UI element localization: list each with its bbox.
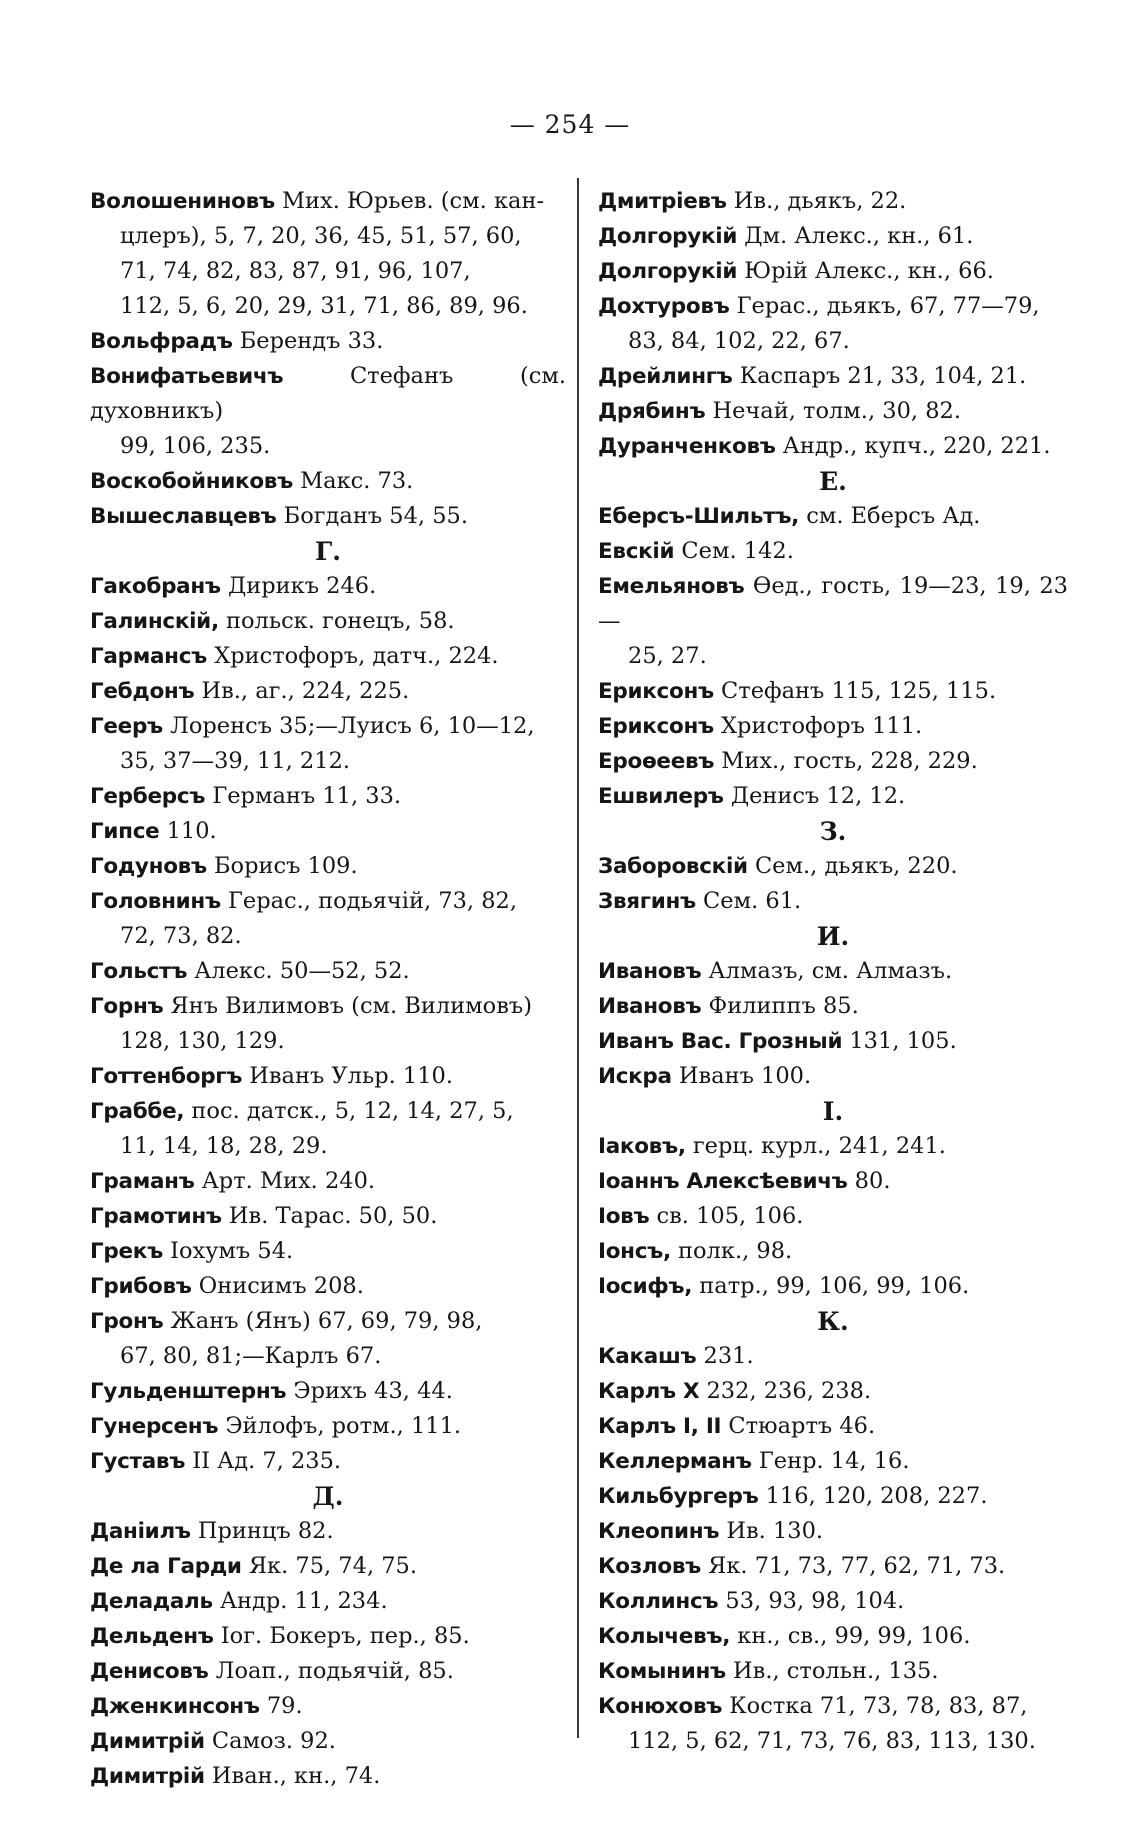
index-entry	[90, 954, 566, 989]
index-column-left	[90, 184, 566, 1794]
index-entry	[598, 1199, 1068, 1234]
section-letter: И.	[816, 922, 850, 951]
index-entry	[598, 849, 1068, 884]
entry-name: Дрейлингъ	[598, 364, 733, 389]
index-entry	[90, 184, 566, 324]
index-entry	[90, 1164, 566, 1199]
entry-text: Христофоръ 111.	[713, 713, 923, 739]
entry-text: Як. 71, 73, 77, 62, 71, 73.	[701, 1553, 1006, 1579]
index-entry	[90, 1269, 566, 1304]
entry-text: Сем., дьякъ, 220.	[747, 853, 958, 879]
entry-text: Сем. 61.	[695, 888, 802, 914]
entry-continuation: 99, 106, 235.	[120, 433, 271, 459]
index-entry	[598, 1514, 1068, 1549]
entry-name: Комынинъ	[598, 1659, 726, 1684]
index-entry	[598, 744, 1068, 779]
entry-name: Кильбургеръ	[598, 1484, 759, 1509]
section-letter: К.	[817, 1307, 849, 1336]
entry-text: Иванъ Ульр. 110.	[242, 1063, 454, 1089]
entry-text: Христофоръ, датч., 224.	[207, 643, 499, 669]
entry-name: Дельденъ	[90, 1624, 214, 1649]
index-entry	[598, 674, 1068, 709]
index-entry	[598, 1619, 1068, 1654]
entry-name: Гольстъ	[90, 959, 188, 984]
entry-name: Гунерсенъ	[90, 1414, 219, 1439]
entry-text: Дирикъ 246.	[220, 573, 377, 599]
index-entry	[90, 709, 566, 779]
entry-text: II Ад. 7, 235.	[185, 1448, 342, 1474]
entry-name: Емельяновъ	[598, 574, 745, 599]
index-entry	[598, 709, 1068, 744]
entry-text: Өед., гость, 19—23, 19, 23—	[598, 573, 1068, 634]
entry-text: 131, 105.	[842, 1028, 957, 1054]
index-entry	[90, 1549, 566, 1584]
index-entry	[598, 254, 1068, 289]
entry-name: Карлъ Х	[598, 1379, 700, 1404]
entry-continuation: 83, 84, 102, 22, 67.	[628, 328, 850, 354]
entry-name: Карлъ I, II	[598, 1414, 722, 1439]
index-entry	[598, 1689, 1068, 1759]
entry-continuation: 112, 5, 6, 20, 29, 31, 71, 86, 89, 96.	[120, 293, 528, 319]
entry-name: Іоаннъ Алексѣевичъ	[598, 1169, 848, 1194]
entry-name: Долгорукій	[598, 224, 738, 249]
index-entry	[90, 1374, 566, 1409]
entry-name: Гипсе	[90, 819, 160, 844]
entry-continuation: 71, 74, 82, 83, 87, 91, 96, 107,	[120, 258, 471, 284]
entry-text: Мих. Юрьев. (см. кан-	[274, 188, 545, 214]
entry-name: Густавъ	[90, 1449, 186, 1474]
index-entry	[90, 1199, 566, 1234]
entry-text: св. 105, 106.	[649, 1203, 804, 1229]
entry-name: Звягинъ	[598, 889, 696, 914]
index-entry	[90, 464, 566, 499]
entry-name: Ивановъ	[598, 959, 702, 984]
entry-name: Колычевъ,	[598, 1624, 731, 1649]
entry-name: Іовъ	[598, 1204, 650, 1229]
entry-text: герц. курл., 241, 241.	[685, 1133, 946, 1159]
entry-text: кн., св., 99, 99, 106.	[730, 1623, 971, 1649]
index-entry	[90, 359, 566, 464]
entry-name: Воскобойниковъ	[90, 469, 293, 494]
entry-text: пос. датск., 5, 12, 14, 27, 5,	[184, 1098, 514, 1124]
entry-text: 53, 93, 98, 104.	[718, 1588, 905, 1614]
entry-continuation: 25, 27.	[628, 643, 707, 669]
index-entry	[90, 1094, 566, 1164]
entry-continuation: 11, 14, 18, 28, 29.	[120, 1133, 328, 1159]
index-entry	[598, 289, 1068, 359]
entry-text: Стефанъ (см. духовникъ)	[90, 363, 566, 424]
entry-name: Головнинъ	[90, 889, 221, 914]
entry-text: Макс. 73.	[292, 468, 414, 494]
entry-text: патр., 99, 106, 99, 106.	[692, 1273, 970, 1299]
index-entry	[90, 1444, 566, 1479]
entry-text: Эйлофъ, ротм., 111.	[218, 1413, 462, 1439]
index-entry	[90, 324, 566, 359]
entry-continuation: 35, 37—39, 11, 212.	[120, 748, 351, 774]
index-entry	[598, 1059, 1068, 1094]
entry-name: Ешвилеръ	[598, 784, 724, 809]
entry-name: Горнъ	[90, 994, 164, 1019]
index-entry	[598, 499, 1068, 534]
index-entry	[90, 499, 566, 534]
entry-text: Принцъ 82.	[190, 1518, 334, 1544]
entry-name: Иванъ Вас. Грозный	[598, 1029, 843, 1054]
entry-name: Какашъ	[598, 1344, 697, 1369]
entry-text: Филиппъ 85.	[701, 993, 859, 1019]
entry-name: Граббе,	[90, 1099, 185, 1124]
index-entry	[598, 1164, 1068, 1199]
entry-text: Генр. 14, 16.	[751, 1448, 910, 1474]
index-entry	[90, 989, 566, 1059]
section-letter: З.	[819, 817, 847, 846]
index-entry	[598, 394, 1068, 429]
entry-name: Ериксонъ	[598, 679, 714, 704]
entry-text: Ив. Тарас. 50, 50.	[221, 1203, 438, 1229]
entry-name: Ивановъ	[598, 994, 702, 1019]
index-entry	[90, 1689, 566, 1724]
entry-name: Денисовъ	[90, 1659, 209, 1684]
index-entry	[598, 1409, 1068, 1444]
entry-text: Ив., стольн., 135.	[725, 1658, 939, 1684]
index-entry	[90, 569, 566, 604]
index-entry	[90, 1514, 566, 1549]
entry-text: Богданъ 54, 55.	[276, 503, 469, 529]
index-entry	[598, 569, 1068, 674]
entry-text: Каспаръ 21, 33, 104, 21.	[732, 363, 1027, 389]
entry-name: Даніилъ	[90, 1519, 191, 1544]
entry-name: Конюховъ	[598, 1694, 723, 1719]
entry-name: Искра	[598, 1064, 672, 1089]
entry-text: Лоренсъ 35;—Луисъ 6, 10—12,	[162, 713, 535, 739]
entry-name: Дохтуровъ	[598, 294, 730, 319]
index-entry	[598, 1549, 1068, 1584]
entry-text: Ив., дьякъ, 22.	[726, 188, 907, 214]
section-letter: Е.	[819, 467, 847, 496]
index-entry	[598, 184, 1068, 219]
entry-name: Грекъ	[90, 1239, 163, 1264]
entry-name: Заборовскій	[598, 854, 748, 879]
entry-text: Арт. Мих. 240.	[194, 1168, 376, 1194]
entry-name: Вышеславцевъ	[90, 504, 277, 529]
entry-text: Андр., купч., 220, 221.	[775, 433, 1051, 459]
index-entry	[90, 1059, 566, 1094]
index-entry	[598, 779, 1068, 814]
entry-name: Долгорукій	[598, 259, 738, 284]
entry-text: 110.	[159, 818, 217, 844]
entry-text: Лоап., подьячій, 85.	[208, 1658, 454, 1684]
entry-text: см. Еберсъ Ад.	[799, 503, 981, 529]
index-entry	[598, 954, 1068, 989]
entry-text: Германъ 11, 33.	[205, 783, 402, 809]
index-entry	[598, 219, 1068, 254]
entry-text: Костка 71, 73, 78, 83, 87,	[722, 1693, 1028, 1719]
entry-text: Як. 75, 74, 75.	[241, 1553, 418, 1579]
index-entry	[598, 1479, 1068, 1514]
entry-name: Клеопинъ	[598, 1519, 720, 1544]
entry-name: Гебдонъ	[90, 679, 195, 704]
entry-text: Іог. Бокеръ, пер., 85.	[213, 1623, 470, 1649]
entry-name: Деладаль	[90, 1589, 213, 1614]
entry-name: Дрябинъ	[598, 399, 706, 424]
entry-text: Денисъ 12, 12.	[723, 783, 906, 809]
entry-name: Евскій	[598, 539, 675, 564]
index-entry	[90, 1724, 566, 1759]
index-entry	[90, 674, 566, 709]
index-entry	[90, 604, 566, 639]
entry-name: Димитрій	[90, 1729, 205, 1754]
index-entry	[90, 639, 566, 674]
entry-text: 79.	[259, 1693, 303, 1719]
entry-text: Иван., кн., 74.	[204, 1763, 381, 1789]
entry-text: Стефанъ 115, 125, 115.	[713, 678, 997, 704]
index-entry	[598, 1269, 1068, 1304]
index-entry	[90, 1584, 566, 1619]
index-entry	[598, 1339, 1068, 1374]
entry-text: Сем. 142.	[674, 538, 794, 564]
index-entry	[598, 1374, 1068, 1409]
entry-name: Дуранченковъ	[598, 434, 776, 459]
entry-name: Еберсъ-Шильтъ,	[598, 504, 800, 529]
index-entry	[90, 1619, 566, 1654]
index-entry	[90, 1654, 566, 1689]
index-column-right	[598, 184, 1068, 1759]
entry-name: Коллинсъ	[598, 1589, 719, 1614]
entry-text: Нечай, толм., 30, 82.	[705, 398, 961, 424]
entry-text: Стюартъ 46.	[721, 1413, 876, 1439]
index-entry	[598, 1024, 1068, 1059]
section-letter: І.	[822, 1097, 844, 1126]
entry-name: Герберсъ	[90, 784, 206, 809]
entry-text: Мих., гость, 228, 229.	[714, 748, 978, 774]
entry-text: Янъ Вилимовъ (см. Вилимовъ)	[163, 993, 532, 1019]
page-number: — 254 —	[509, 110, 631, 139]
entry-text: Иванъ 100.	[671, 1063, 812, 1089]
entry-text: Дм. Алекс., кн., 61.	[737, 223, 974, 249]
index-entry	[598, 1129, 1068, 1164]
index-entry	[90, 1409, 566, 1444]
entry-name: Граманъ	[90, 1169, 195, 1194]
entry-text: Герас., дьякъ, 67, 77—79,	[729, 293, 1040, 319]
entry-name: Готтенборгъ	[90, 1064, 243, 1089]
entry-name: Гееръ	[90, 714, 163, 739]
index-entry	[90, 849, 566, 884]
entry-name: Димитрій	[90, 1764, 205, 1789]
index-entry	[598, 989, 1068, 1024]
entry-name: Іонсъ,	[598, 1239, 671, 1264]
column-divider	[577, 178, 579, 1738]
entry-name: Галинскій,	[90, 609, 219, 634]
entry-continuation: 67, 80, 81;—Карлъ 67.	[120, 1343, 382, 1369]
entry-text: Андр. 11, 234.	[212, 1588, 388, 1614]
entry-text: Берендъ 33.	[232, 328, 384, 354]
index-entry	[598, 359, 1068, 394]
index-entry	[90, 1304, 566, 1374]
entry-text: Ив. 130.	[719, 1518, 824, 1544]
entry-text: 232, 236, 238.	[699, 1378, 872, 1404]
entry-name: Вольфрадъ	[90, 329, 233, 354]
entry-name: Дженкинсонъ	[90, 1694, 260, 1719]
entry-text: польск. гонецъ, 58.	[218, 608, 455, 634]
entry-text: 80.	[847, 1168, 891, 1194]
entry-text: Іохумъ 54.	[162, 1238, 294, 1264]
index-entry	[598, 1584, 1068, 1619]
index-entry	[598, 1234, 1068, 1269]
entry-name: Гармансъ	[90, 644, 208, 669]
entry-text: Самоз. 92.	[204, 1728, 336, 1754]
index-entry	[598, 534, 1068, 569]
entry-name: Гронъ	[90, 1309, 164, 1334]
entry-name: Волошениновъ	[90, 189, 275, 214]
index-entry	[598, 884, 1068, 919]
entry-name: Годуновъ	[90, 854, 207, 879]
entry-name: Ероөеевъ	[598, 749, 715, 774]
section-letter: Г.	[315, 537, 341, 566]
entry-name: Іосифъ,	[598, 1274, 693, 1299]
entry-text: Ив., аг., 224, 225.	[194, 678, 410, 704]
entry-name: Гульденштернъ	[90, 1379, 287, 1404]
entry-continuation: цлеръ), 5, 7, 20, 36, 45, 51, 57, 60,	[120, 223, 522, 249]
entry-name: Келлерманъ	[598, 1449, 752, 1474]
index-entry	[90, 814, 566, 849]
entry-continuation: 112, 5, 62, 71, 73, 76, 83, 113, 130.	[628, 1728, 1036, 1754]
entry-text: Жанъ (Янъ) 67, 69, 79, 98,	[163, 1308, 483, 1334]
entry-name: Гакобранъ	[90, 574, 221, 599]
entry-name: Грамотинъ	[90, 1204, 222, 1229]
entry-text: Герас., подьячій, 73, 82,	[220, 888, 517, 914]
entry-name: Де ла Гарди	[90, 1554, 242, 1579]
index-entry	[90, 779, 566, 814]
entry-text: Алмазъ, см. Алмазъ.	[701, 958, 953, 984]
index-entry	[598, 429, 1068, 464]
index-entry	[90, 884, 566, 954]
entry-name: Грибовъ	[90, 1274, 192, 1299]
index-entry	[90, 1234, 566, 1269]
entry-text: Эрихъ 43, 44.	[286, 1378, 453, 1404]
entry-name: Козловъ	[598, 1554, 702, 1579]
entry-name: Дмитріевъ	[598, 189, 727, 214]
entry-text: Алекс. 50—52, 52.	[187, 958, 410, 984]
index-entry	[90, 1759, 566, 1794]
entry-text: Онисимъ 208.	[191, 1273, 364, 1299]
entry-text: полк., 98.	[670, 1238, 793, 1264]
entry-text: Юрій Алекс., кн., 66.	[737, 258, 994, 284]
entry-text: Борисъ 109.	[206, 853, 358, 879]
entry-continuation: 72, 73, 82.	[120, 923, 242, 949]
entry-text: 116, 120, 208, 227.	[758, 1483, 988, 1509]
entry-text: 231.	[696, 1343, 754, 1369]
entry-name: Вонифатьевичъ	[90, 364, 284, 389]
index-entry	[598, 1444, 1068, 1479]
entry-name: Ериксонъ	[598, 714, 714, 739]
entry-name: Іаковъ,	[598, 1134, 686, 1159]
section-letter: Д.	[312, 1482, 344, 1511]
entry-continuation: 128, 130, 129.	[120, 1028, 285, 1054]
index-entry	[598, 1654, 1068, 1689]
